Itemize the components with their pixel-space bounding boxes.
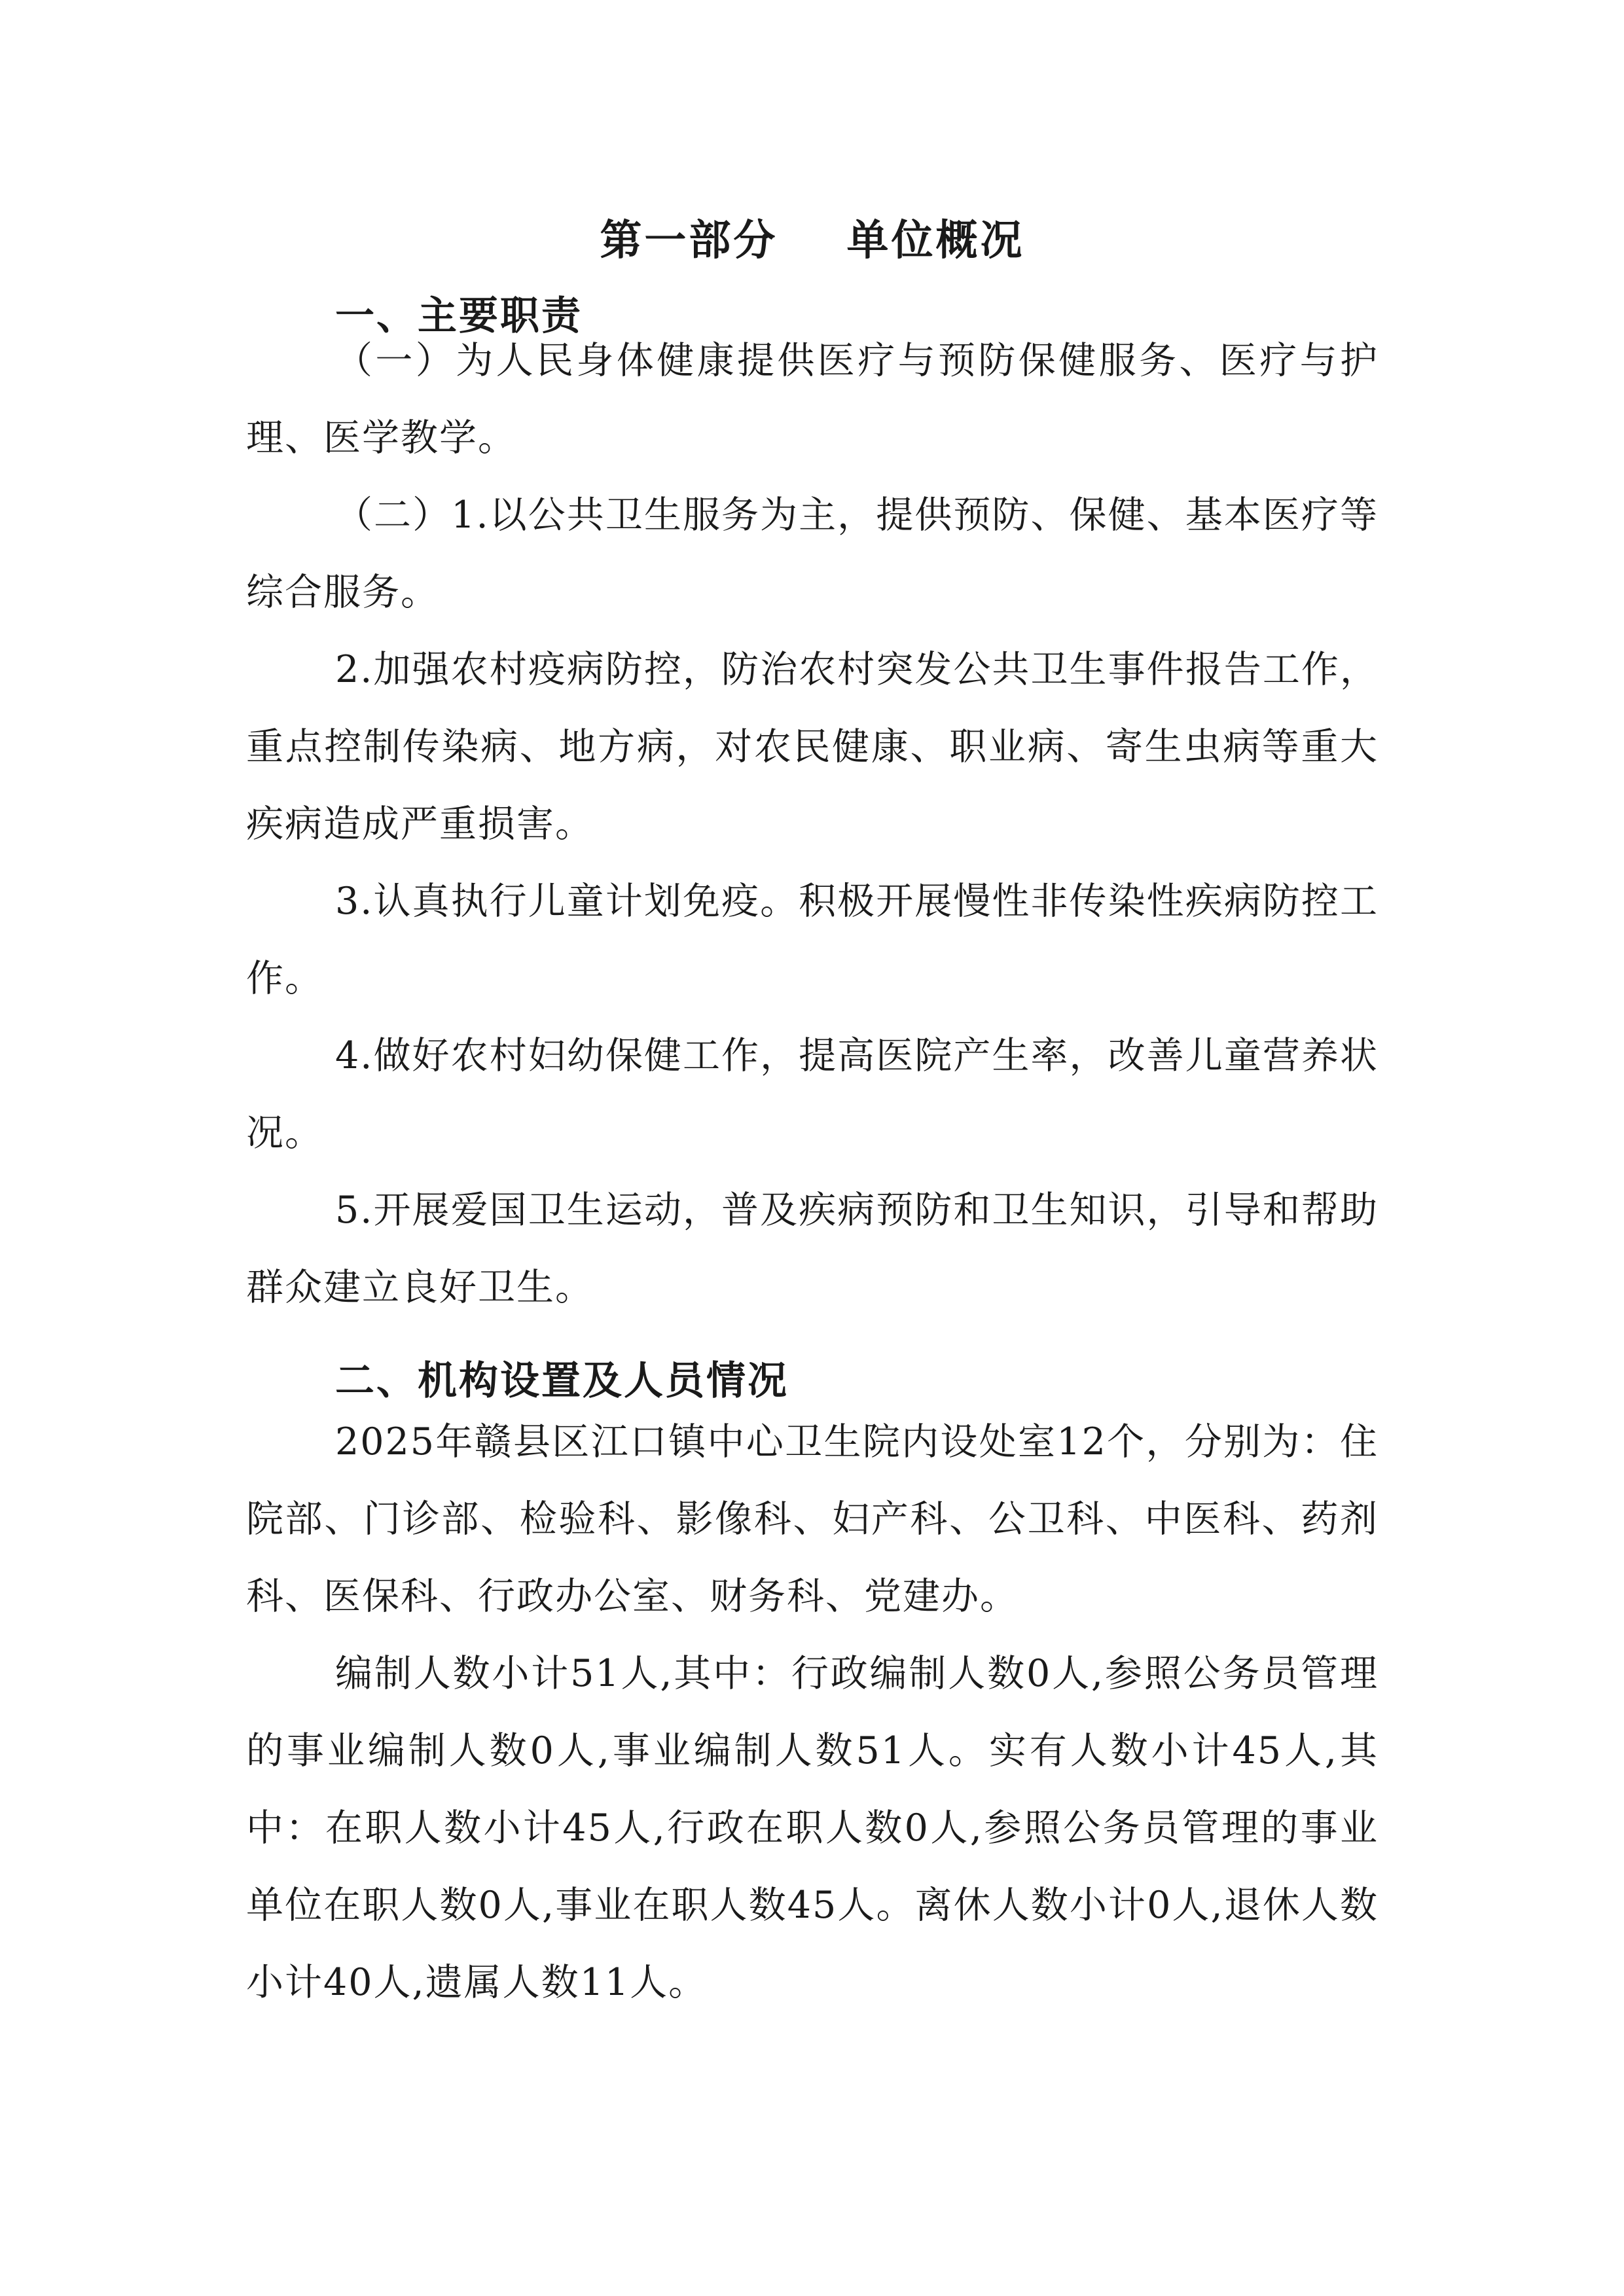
- paragraph-duty-3: 2.加强农村疫病防控，防治农村突发公共卫生事件报告工作，重点控制传染病、地方病，对农民健康、职业病、寄生虫病等重大疾病造成严重损害。: [246, 648, 1379, 846]
- paragraph-departments: 2025年赣县区江口镇中心卫生院内设处室12个，分别为：住院部、门诊部、检验科、影像科、妇产科、公卫科、中医科、药剂科、医保科、行政办公室、财务科、党建办。: [246, 1420, 1379, 1618]
- paragraph-duty-6: 5.开展爱国卫生运动，普及疾病预防和卫生知识，引导和帮助群众建立良好卫生。: [246, 1189, 1379, 1309]
- page-title: 第一部分 单位概况: [600, 217, 1025, 265]
- paragraph-duty-2: （二）1.以公共卫生服务为主，提供预防、保健、基本医疗等综合服务。: [246, 493, 1379, 614]
- section-heading-main-duties: 一、主要职责: [335, 293, 583, 339]
- paragraph-staffing: 编制人数小计51人,其中：行政编制人数0人,参照公务员管理的事业编制人数0人,事业编制人数51人。实有人数小计45人,其中：在职人数小计45人,行政在职人数0人,参照公务员管理的事业单位在职人数0人,事业在职人数45人。离休人数小计0人,退休人数小计40人,遗属人数11人。: [246, 1652, 1379, 2004]
- paragraph-duty-5: 4.做好农村妇幼保健工作，提高医院产生率，改善儿童营养状况。: [246, 1034, 1379, 1155]
- section-heading-organization: 二、机构设置及人员情况: [335, 1358, 789, 1404]
- paragraph-duty-1: （一）为人民身体健康提供医疗与预防保健服务、医疗与护理、医学教学。: [246, 339, 1379, 459]
- paragraph-duty-4: 3.认真执行儿童计划免疫。积极开展慢性非传染性疾病防控工作。: [246, 880, 1379, 1000]
